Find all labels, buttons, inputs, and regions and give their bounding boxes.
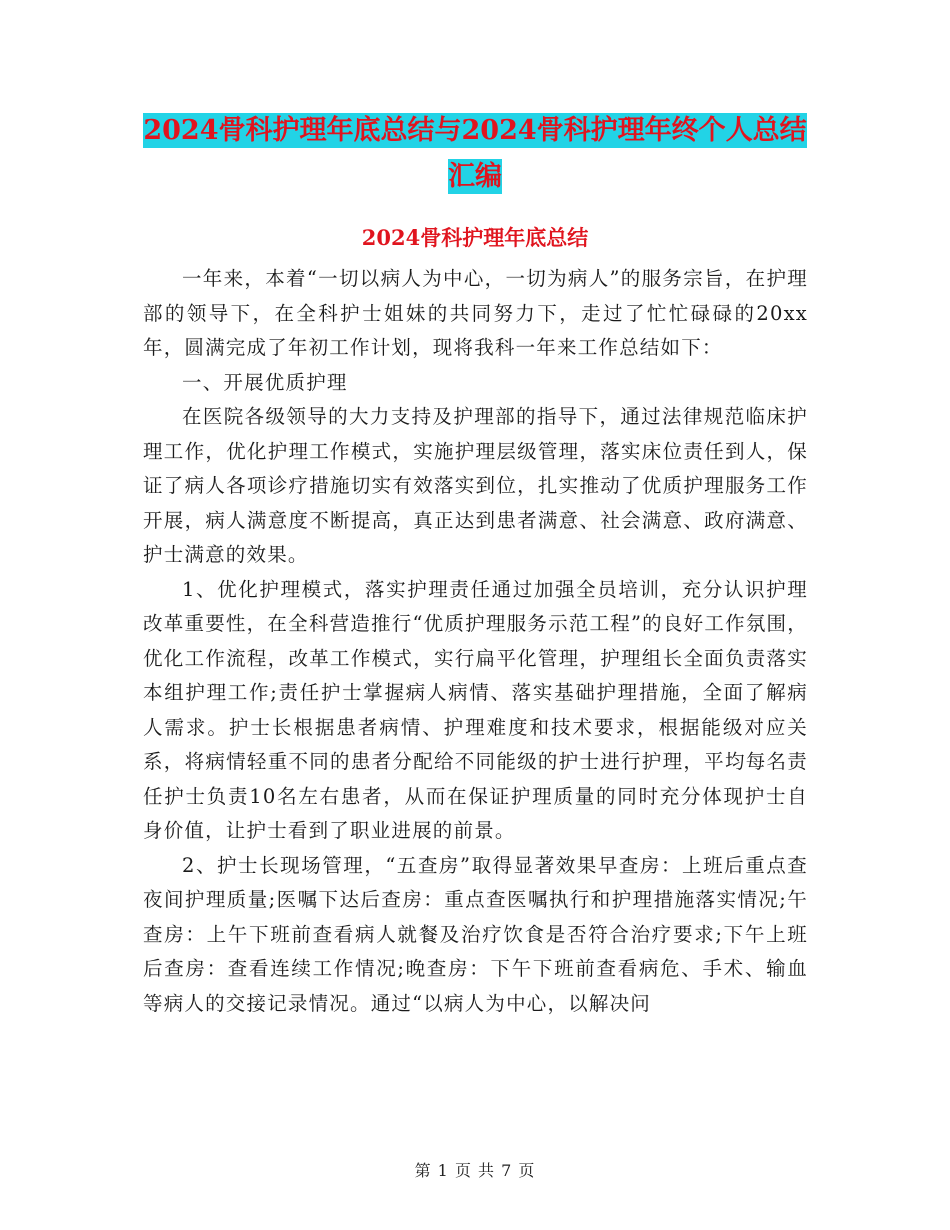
heading-quality-care: 一、开展优质护理: [182, 370, 348, 394]
paragraph-quality-care: 在医院各级领导的大力支持及护理部的指导下，通过法律规范临床护理工作，优化护理工作模式，实施护理层级管理，落实床位责任到人，保证了病人各项诊疗措施切实有效落实到位，扎实推动了优质护理服务工作开展，病人满意度不断提高，真正达到患者满意、社会满意、政府满意、护士满意的效果。: [143, 405, 808, 566]
document-title-line-2: 汇编: [448, 161, 502, 192]
document-title-line-1: 2024骨科护理年底总结与2024骨科护理年终个人总结: [143, 115, 807, 146]
paragraph-care-model: 1、优化护理模式，落实护理责任通过加强全员培训，充分认识护理改革重要性，在全科营造推行“优质护理服务示范工程”的良好工作氛围，优化工作流程，改革工作模式，实行扁平化管理，护理组长全面负责落实本组护理工作;责任护士掌握病人病情、落实基础护理措施，全面了解病人需求。护士长根据患者病情、护理难度和技术要求，根据能级对应关系，将病情轻重不同的患者分配给不同能级的护士进行护理，平均每名责任护士负责10名左右患者，从而在保证护理质量的同时充分体现护士自身价值，让护士看到了职业进展的前景。: [143, 577, 808, 842]
document-title: [0, 108, 950, 200]
page-footer: 第 1 页 共 7 页: [414, 1161, 536, 1180]
paragraph-ward-rounds: 2、护士长现场管理，“五查房”取得显著效果早查房：上班后重点查夜间护理质量;医嘱下达后查房：重点查医嘱执行和护理措施落实情况;午查房：上午下班前查看病人就餐及治疗饮食是否符合治疗要求;下午上班后查房：查看连续工作情况;晚查房：下午下班前查看病危、手术、输血等病人的交接记录情况。通过“以病人为中心，以解决问: [143, 853, 808, 1015]
paragraph-intro: 一年来，本着“一切以病人为中心，一切为病人”的服务宗旨，在护理部的领导下，在全科护士姐妹的共同努力下，走过了忙忙碌碌的20xx年，圆满完成了年初工作计划，现将我科一年来工作总结如下：: [143, 267, 808, 359]
section-title: 2024骨科护理年底总结: [361, 225, 589, 250]
document-body: [143, 262, 808, 1021]
